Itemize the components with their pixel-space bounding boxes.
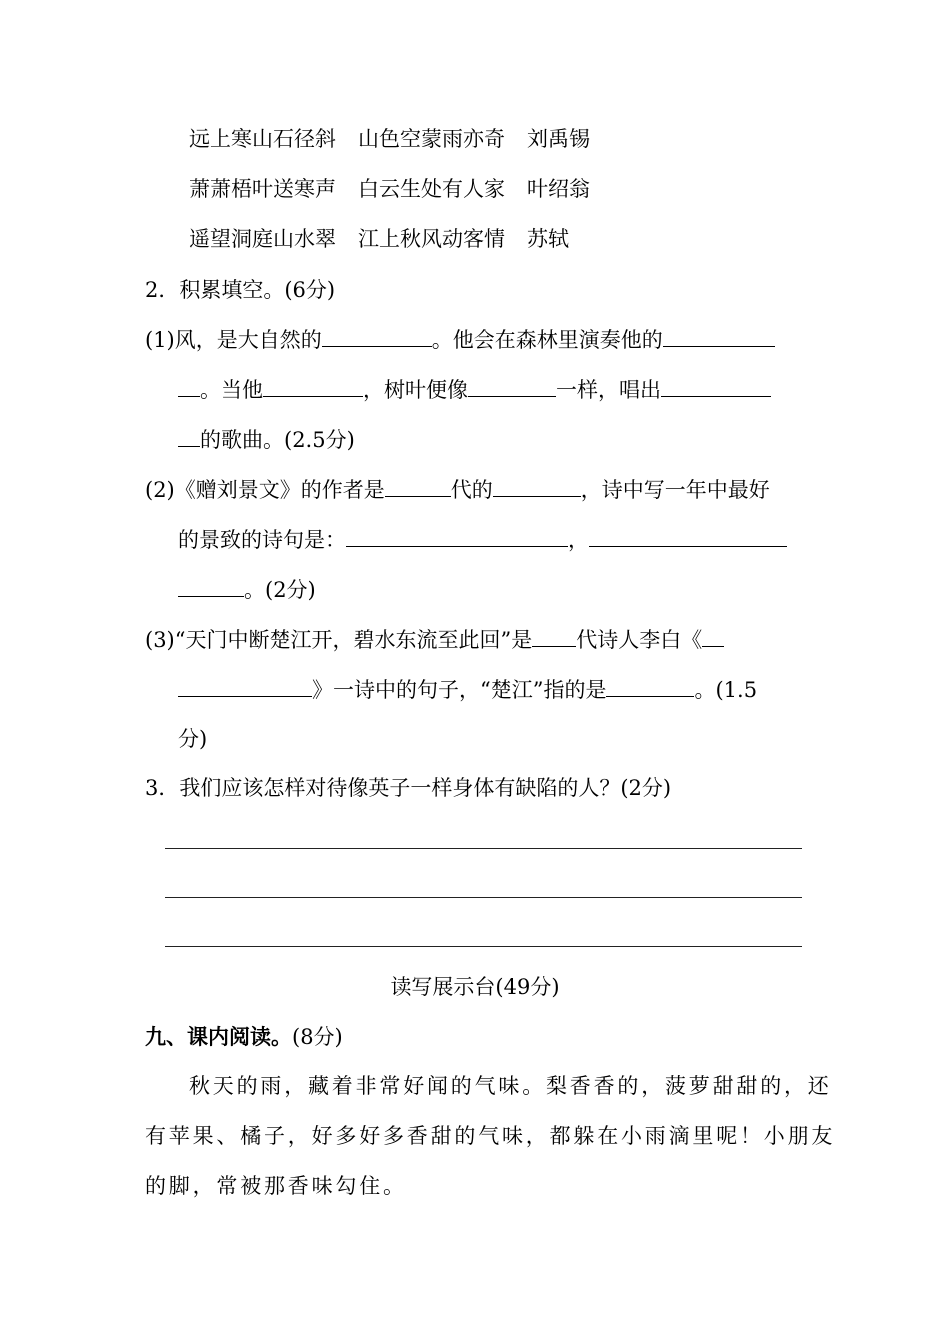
- q2-part-3-line-1: [145, 624, 724, 654]
- poem-line-1: [189, 124, 590, 154]
- q2-p2-text-f: 。(2分): [244, 578, 316, 602]
- q2-part-1-line-2: [178, 374, 771, 404]
- section-title: 读写展示台(49分): [390, 975, 560, 999]
- question-2-title: 2．积累填空。(6分): [145, 278, 336, 302]
- q2-part-2-line-3: [178, 574, 316, 604]
- q2-p3-text-d: 。(1.5: [694, 678, 758, 702]
- question-9-score: (8分): [292, 1025, 343, 1049]
- fill-blank[interactable]: [385, 474, 451, 497]
- question-3-title: 3．我们应该怎样对待像英子一样身体有缺陷的人？(2分): [145, 776, 672, 800]
- poem-line-1-author: 刘禹锡: [527, 127, 590, 151]
- q2-p1-text-a: (1)风，是大自然的: [145, 328, 322, 352]
- q2-part-2-line-2: [178, 524, 787, 554]
- q2-p1-text-b: 。他会在森林里演奏他的: [431, 328, 663, 352]
- poem-line-3: [189, 224, 569, 254]
- fill-blank[interactable]: [493, 474, 581, 497]
- fill-blank[interactable]: [702, 624, 724, 647]
- q2-p1-text-f: 的歌曲。(2.5分): [200, 428, 355, 452]
- passage-line-3: 的脚，常被那香味勾住。: [145, 1174, 407, 1198]
- fill-blank[interactable]: [178, 574, 244, 597]
- q2-p1-text-c: 。当他: [200, 378, 263, 402]
- fill-blank[interactable]: [178, 374, 200, 397]
- q2-p2-text-e: ，: [568, 528, 589, 552]
- question-9-title-label: 九、课内阅读。: [145, 1025, 292, 1049]
- q2-part-1-line-1: [145, 324, 775, 354]
- fill-blank[interactable]: [606, 674, 694, 697]
- q2-p2-text-b: 代的: [450, 478, 493, 502]
- fill-blank[interactable]: [663, 324, 775, 347]
- q2-p2-text-d: 的景致的诗句是：: [178, 528, 346, 552]
- q2-p2-text-a: (2)《赠刘景文》的作者是: [145, 478, 385, 502]
- answer-line-1[interactable]: [165, 848, 802, 849]
- q2-p3-text-b: 代诗人李白《: [576, 628, 703, 652]
- q2-p3-text-c: 》一诗中的句子，“楚江”指的是: [312, 678, 607, 702]
- answer-line-2[interactable]: [165, 897, 802, 898]
- poem-line-1-col-1: 远上寒山石径斜: [189, 127, 336, 151]
- poem-line-2-author: 叶绍翁: [527, 177, 590, 201]
- passage-line-2: 有苹果、橘子，好多好多香甜的气味，都躲在小雨滴里呢！小朋友: [145, 1124, 836, 1148]
- q2-p1-text-d: ，树叶便像: [363, 378, 468, 402]
- fill-blank[interactable]: [532, 624, 576, 647]
- poem-line-3-col-1: 遥望洞庭山水翠: [189, 227, 336, 251]
- question-9-title: [145, 1022, 343, 1052]
- q2-p1-text-e: 一样，唱出: [556, 378, 661, 402]
- fill-blank[interactable]: [178, 674, 312, 697]
- poem-line-2-col-2: 白云生处有人家: [358, 177, 505, 201]
- q2-part-1-line-3: [178, 424, 355, 454]
- poem-line-3-author: 苏轼: [527, 227, 569, 251]
- passage-line-1: 秋天的雨，藏着非常好闻的气味。梨香香的，菠萝甜甜的，还: [189, 1074, 832, 1098]
- fill-blank[interactable]: [346, 524, 568, 547]
- fill-blank[interactable]: [589, 524, 787, 547]
- q2-p3-text-a: (3)“天门中断楚江开，碧水东流至此回”是: [145, 628, 533, 652]
- fill-blank[interactable]: [468, 374, 556, 397]
- q2-p2-text-c: ，诗中写一年中最好: [580, 478, 770, 502]
- fill-blank[interactable]: [263, 374, 363, 397]
- poem-line-2-col-1: 萧萧梧叶送寒声: [189, 177, 336, 201]
- fill-blank[interactable]: [661, 374, 771, 397]
- fill-blank[interactable]: [322, 324, 432, 347]
- q2-p3-text-e: 分): [178, 727, 208, 751]
- q2-part-3-line-3: [178, 724, 207, 754]
- q2-part-2-line-1: [145, 474, 770, 504]
- poem-line-1-col-2: 山色空蒙雨亦奇: [358, 127, 505, 151]
- fill-blank[interactable]: [178, 424, 200, 447]
- poem-line-2: [189, 174, 590, 204]
- answer-line-3[interactable]: [165, 946, 802, 947]
- poem-line-3-col-2: 江上秋风动客情: [358, 227, 505, 251]
- q2-part-3-line-2: [178, 674, 757, 704]
